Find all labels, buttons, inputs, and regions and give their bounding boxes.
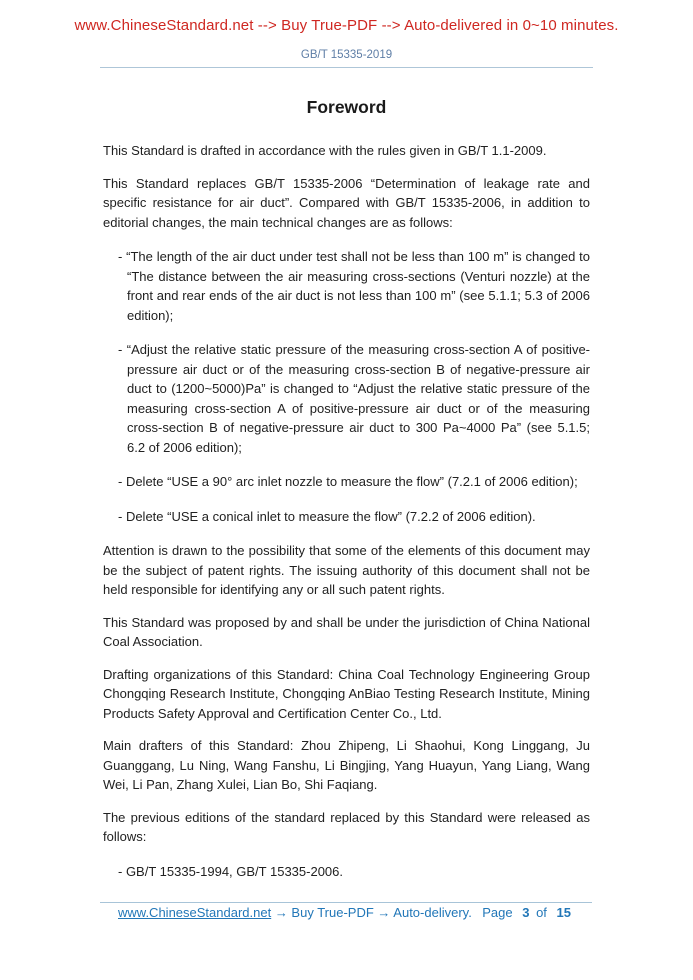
bullet-item: - GB/T 15335-1994, GB/T 15335-2006. <box>118 863 343 879</box>
promo-banner: www.ChineseStandard.net --> Buy True-PDF --> Auto-delivered in 0~10 minutes. <box>74 17 619 34</box>
paragraph: This Standard replaces GB/T 15335-2006 “Determination of leakage rate and specific resistance for air duct”. Compared with GB/T 15335-2006, in addition to editorial changes, the main technical changes are as follows: <box>103 175 590 230</box>
bullet-item: - Delete “USE a conical inlet to measure the flow” (7.2.2 of 2006 edition). <box>118 508 536 524</box>
page-current: 3 <box>522 905 530 920</box>
paragraph: This Standard was proposed by and shall be under the jurisdiction of China National Coal Association. <box>103 614 590 649</box>
page-title: Foreword <box>306 97 387 117</box>
bullet-item: - Delete “USE a 90° arc inlet nozzle to measure the flow” (7.2.1 of 2006 edition); <box>118 474 578 489</box>
page-footer <box>100 902 592 920</box>
paragraph: Attention is drawn to the possibility that some of the elements of this document may be the subject of patent rights. The issuing authority of this document shall not be held responsible for identifying any or all such patent rights. <box>103 543 590 597</box>
bullet-item: - “Adjust the relative static pressure of the measuring cross-section A of positive-pressure air duct or of the measuring cross-section B of negative-pressure air duct to (1200~5000)Pa” is changed to “Adjust the relative static pressure of the measuring cross-section A of positive-pressure air duct or of the measuring cross-section B of negative-pressure air duct to 300 Pa~4000 Pa” (see 5.1.5; 6.2 of 2006 edition); <box>118 342 590 455</box>
paragraph: Main drafters of this Standard: Zhou Zhipeng, Li Shaohui, Kong Linggang, Ju Guanggang, Lu Ning, Wang Fanshu, Li Bingjing, Yang Huayun, Yang Liang, Wang Wei, Li Pan, Zhang Xulei, Lian Bo, Shi Faqiang. <box>103 738 590 792</box>
page-of-label: of <box>536 905 547 920</box>
page-indicator <box>482 905 574 920</box>
document-body <box>103 141 590 881</box>
footer-site-link[interactable]: www.ChineseStandard.net <box>118 905 272 920</box>
page-label: Page <box>482 905 513 920</box>
header-divider <box>100 67 593 68</box>
footer-row <box>100 903 592 920</box>
footer-promo-tail: → Buy True-PDF → Auto-delivery. <box>271 905 472 920</box>
standard-code: GB/T 15335-2019 <box>300 49 393 61</box>
footer-promo <box>118 905 472 920</box>
paragraph: Drafting organizations of this Standard: China Coal Technology Engineering Group Chongqing Research Institute, Chongqing AnBiao Testing Research Institute, Mining Products Safety Approval and Certification Center Co., Ltd. <box>103 666 590 721</box>
page-total: 15 <box>556 905 571 920</box>
bullet-item: - “The length of the air duct under test shall not be less than 100 m” is changed to “The distance between the air measuring cross-sections (Venturi nozzle) at the front and rear ends of the air duct is not less than 100 m” (see 5.1.1; 5.3 of 2006 edition); <box>118 249 590 323</box>
paragraph: The previous editions of the standard replaced by this Standard were released as follows: <box>103 809 590 844</box>
paragraph: This Standard is drafted in accordance with the rules given in GB/T 1.1-2009. <box>103 143 547 158</box>
